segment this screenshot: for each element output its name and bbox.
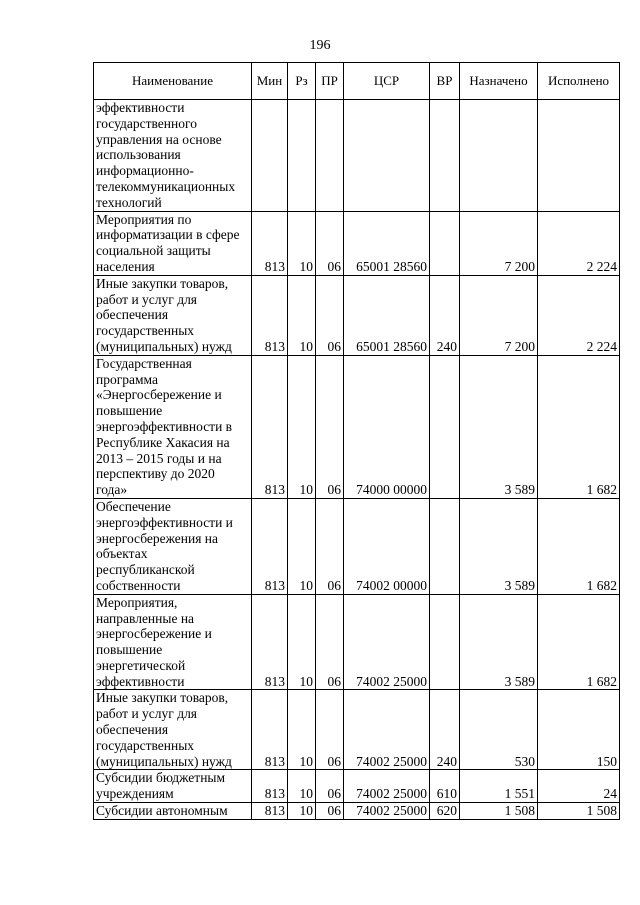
header-rz: Рз (288, 63, 316, 100)
row-vr (430, 498, 460, 594)
row-assigned: 1 551 (460, 770, 538, 803)
row-csr (344, 100, 430, 212)
row-name: Обеспечение энергоэффективности и энергосбережения на объектах республиканской собственности (94, 498, 252, 594)
table-row (94, 803, 620, 820)
row-rz: 10 (288, 211, 316, 275)
row-min: 813 (252, 498, 288, 594)
row-min: 813 (252, 594, 288, 690)
table-row (94, 690, 620, 770)
row-csr: 74002 25000 (344, 803, 430, 820)
row-name: Государственная программа «Энергосбережение и повышение энергоэффективности в Республике Хакасия на 2013 – 2015 годы и на перспективу до 2020 года» (94, 355, 252, 498)
table-row (94, 211, 620, 275)
row-assigned: 3 589 (460, 498, 538, 594)
row-pr: 06 (316, 690, 344, 770)
row-csr: 65001 28560 (344, 211, 430, 275)
row-executed: 24 (538, 770, 620, 803)
row-min: 813 (252, 770, 288, 803)
header-name: Наименование (94, 63, 252, 100)
table-row (94, 355, 620, 498)
row-min: 813 (252, 355, 288, 498)
header-vr: ВР (430, 63, 460, 100)
row-assigned: 530 (460, 690, 538, 770)
row-csr: 74002 25000 (344, 594, 430, 690)
row-vr (430, 594, 460, 690)
row-min: 813 (252, 275, 288, 355)
row-rz: 10 (288, 498, 316, 594)
row-rz: 10 (288, 275, 316, 355)
row-vr: 240 (430, 275, 460, 355)
header-assigned: Назначено (460, 63, 538, 100)
table-row (94, 594, 620, 690)
row-min: 813 (252, 803, 288, 820)
row-pr: 06 (316, 770, 344, 803)
row-pr: 06 (316, 275, 344, 355)
row-vr (430, 211, 460, 275)
table-row (94, 498, 620, 594)
row-vr (430, 355, 460, 498)
row-rz (288, 100, 316, 212)
row-vr: 610 (430, 770, 460, 803)
row-pr: 06 (316, 355, 344, 498)
row-pr: 06 (316, 803, 344, 820)
row-assigned: 3 589 (460, 594, 538, 690)
row-rz: 10 (288, 803, 316, 820)
row-executed: 150 (538, 690, 620, 770)
row-assigned: 3 589 (460, 355, 538, 498)
row-rz: 10 (288, 594, 316, 690)
table-row (94, 275, 620, 355)
row-assigned: 1 508 (460, 803, 538, 820)
row-vr (430, 100, 460, 212)
row-pr: 06 (316, 211, 344, 275)
row-csr: 65001 28560 (344, 275, 430, 355)
row-executed: 2 224 (538, 211, 620, 275)
row-assigned: 7 200 (460, 275, 538, 355)
row-executed: 1 508 (538, 803, 620, 820)
table-row (94, 770, 620, 803)
row-min: 813 (252, 690, 288, 770)
row-executed: 1 682 (538, 498, 620, 594)
row-rz: 10 (288, 355, 316, 498)
row-pr (316, 100, 344, 212)
row-rz: 10 (288, 770, 316, 803)
row-name: эффективности государственного управления на основе использования информационно-телекоммуникационных технологий (94, 100, 252, 212)
budget-table (93, 62, 620, 820)
row-name: Иные закупки товаров, работ и услуг для обеспечения государственных (муниципальных) нужд (94, 690, 252, 770)
table-header-row (94, 63, 620, 100)
header-executed: Исполнено (538, 63, 620, 100)
row-name: Мероприятия, направленные на энергосбережение и повышение энергетической эффективности (94, 594, 252, 690)
row-vr: 620 (430, 803, 460, 820)
row-assigned (460, 100, 538, 212)
row-executed: 1 682 (538, 355, 620, 498)
row-executed: 1 682 (538, 594, 620, 690)
row-name: Субсидии бюджетным учреждениям (94, 770, 252, 803)
row-csr: 74002 25000 (344, 770, 430, 803)
row-name: Мероприятия по информатизации в сфере социальной защиты населения (94, 211, 252, 275)
table-row (94, 100, 620, 212)
header-pr: ПР (316, 63, 344, 100)
row-pr: 06 (316, 594, 344, 690)
row-name: Субсидии автономным (94, 803, 252, 820)
header-csr: ЦСР (344, 63, 430, 100)
header-min: Мин (252, 63, 288, 100)
page-number: 196 (309, 38, 331, 53)
row-rz: 10 (288, 690, 316, 770)
row-min: 813 (252, 211, 288, 275)
row-csr: 74000 00000 (344, 355, 430, 498)
row-vr: 240 (430, 690, 460, 770)
row-name: Иные закупки товаров, работ и услуг для обеспечения государственных (муниципальных) нужд (94, 275, 252, 355)
row-csr: 74002 25000 (344, 690, 430, 770)
row-csr: 74002 00000 (344, 498, 430, 594)
row-executed (538, 100, 620, 212)
row-assigned: 7 200 (460, 211, 538, 275)
row-executed: 2 224 (538, 275, 620, 355)
row-pr: 06 (316, 498, 344, 594)
row-min (252, 100, 288, 212)
